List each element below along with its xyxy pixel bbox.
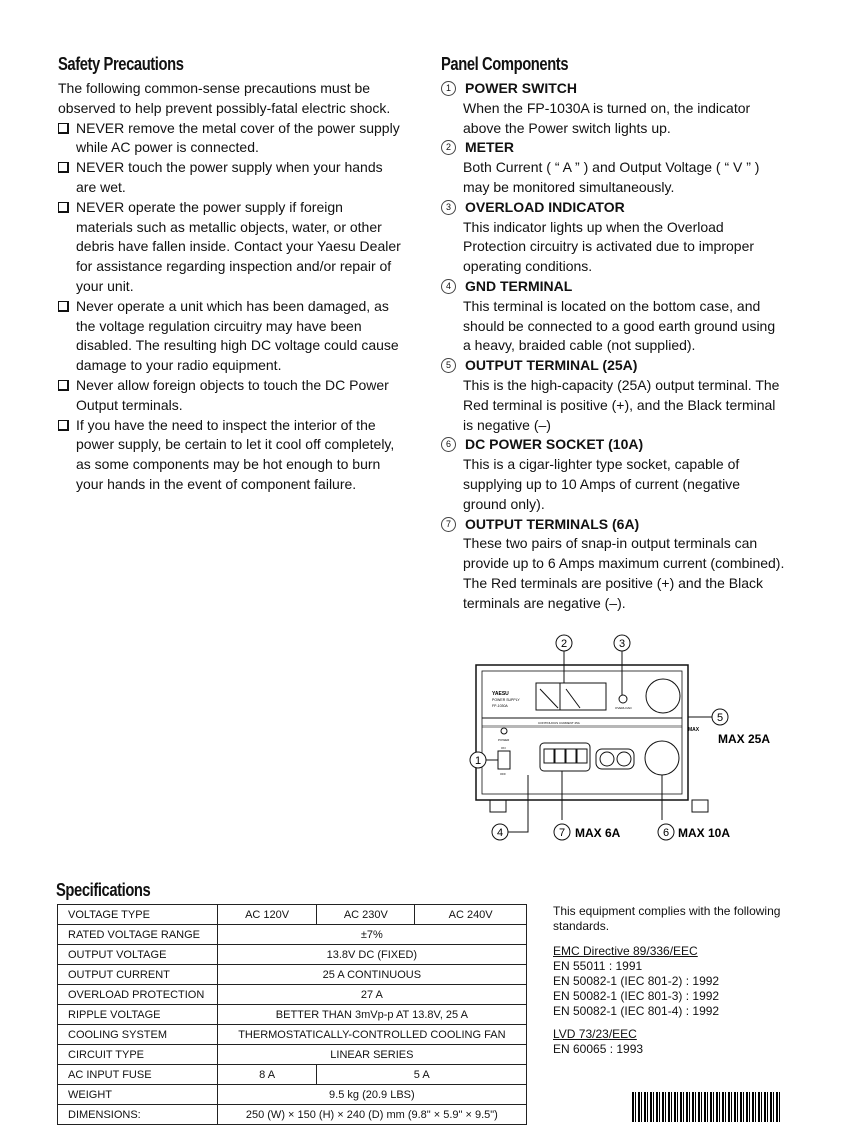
spec-value: 250 (W) × 150 (H) × 240 (D) mm (9.8" × 5.9" × 9.5") xyxy=(217,1105,526,1125)
snap-terminal xyxy=(555,749,565,763)
spec-value: 9.5 kg (20.9 LBS) xyxy=(217,1085,526,1105)
callout-number: 4 xyxy=(496,827,504,839)
spec-value: 5 A xyxy=(317,1065,527,1085)
checkbox-bullet-icon xyxy=(58,162,69,173)
spec-label: OUTPUT VOLTAGE xyxy=(58,945,218,965)
callout-line xyxy=(508,775,528,832)
table-row xyxy=(58,1085,527,1105)
binding-post-black xyxy=(617,752,631,766)
barcode-icon xyxy=(632,1092,780,1122)
table-row xyxy=(58,925,527,945)
model-label: FP-1030A xyxy=(492,704,508,708)
spec-value: 8 A xyxy=(217,1065,317,1085)
component-title: 4 GND TERMINAL xyxy=(441,277,786,297)
binding-post-block xyxy=(596,749,634,769)
safety-item: NEVER operate the power supply if foreign materials such as metallic objects, water, or other debris have fallen inside. Contact your Yaesu Dealer for assistance regarding inspection and/or repair of your unit. xyxy=(58,198,403,297)
table-row xyxy=(58,905,527,925)
off-label: OFF xyxy=(500,772,506,776)
checkbox-bullet-icon xyxy=(58,202,69,213)
checkbox-bullet-icon xyxy=(58,380,69,391)
spec-value: AC 230V xyxy=(317,905,415,925)
brand-label: YAESU xyxy=(492,691,509,697)
circled-number-icon: 1 xyxy=(441,81,456,96)
max-label: MAX xyxy=(688,727,700,733)
circled-number-icon: 3 xyxy=(441,200,456,215)
standards-section xyxy=(553,904,793,1057)
spec-value: BETTER THAN 3mVp-p AT 13.8V, 25 A xyxy=(217,1005,526,1025)
power-switch xyxy=(498,751,510,769)
table-row xyxy=(58,965,527,985)
power-indicator xyxy=(501,728,507,734)
housing-outline xyxy=(476,665,688,800)
overload-led xyxy=(619,695,627,703)
spec-label: CIRCUIT TYPE xyxy=(58,1045,218,1065)
safety-item: If you have the need to inspect the interior of the power supply, be certain to let it cool off completely, as some components may be hot enough to burn your hands in the event of component failure. xyxy=(58,416,403,495)
spec-label: VOLTAGE TYPE xyxy=(58,905,218,925)
spec-label: OUTPUT CURRENT xyxy=(58,965,218,985)
callout-number: 3 xyxy=(618,638,626,650)
callout-number: 1 xyxy=(474,755,482,767)
overload-label: OVERLOAD xyxy=(615,706,632,710)
lvd-item: EN 60065 : 1993 xyxy=(553,1042,644,1056)
emc-title: EMC Directive 89/336/EEC xyxy=(553,944,698,958)
spec-label: WEIGHT xyxy=(58,1085,218,1105)
meter-right-needle xyxy=(566,689,580,708)
front-panel-diagram xyxy=(440,625,780,845)
meter-right xyxy=(560,683,606,710)
max25-label: MAX 25A xyxy=(718,732,771,746)
snap-terminal xyxy=(566,749,576,763)
continuous-label: CONTINUOUS CURRENT 25A xyxy=(538,721,580,725)
cooling-fan-circle xyxy=(646,679,680,713)
spec-label: RIPPLE VOLTAGE xyxy=(58,1005,218,1025)
safety-item: NEVER touch the power supply when your hands are wet. xyxy=(58,158,403,198)
component-title: 1 POWER SWITCH xyxy=(441,79,786,99)
callout-number: 2 xyxy=(560,638,568,650)
spec-value: THERMOSTATICALLY-CONTROLLED COOLING FAN xyxy=(217,1025,526,1045)
component-desc: This terminal is located on the bottom case, and should be connected to a good earth ground using a heavy, braided cable (not supplied). xyxy=(463,297,776,354)
spec-label: RATED VOLTAGE RANGE xyxy=(58,925,218,945)
specs-table xyxy=(57,904,527,1125)
dc-socket xyxy=(645,741,679,775)
on-label: ON xyxy=(501,746,506,750)
component-desc: These two pairs of snap-in output terminals can provide up to 6 Amps maximum current (combined). The Red terminals are positive (+) and the Black terminals are negative (–). xyxy=(463,535,785,611)
spec-value: AC 120V xyxy=(217,905,317,925)
component-title: 7 OUTPUT TERMINALS (6A) xyxy=(441,515,786,535)
binding-post-red xyxy=(600,752,614,766)
spec-label: AC INPUT FUSE xyxy=(58,1065,218,1085)
table-row xyxy=(58,1065,527,1085)
circled-number-icon: 5 xyxy=(441,358,456,373)
safety-heading: Safety Precautions xyxy=(58,54,184,74)
spec-value: 27 A xyxy=(217,985,526,1005)
meter-left-needle xyxy=(540,689,558,708)
spec-label: DIMENSIONS: xyxy=(58,1105,218,1125)
table-row xyxy=(58,945,527,965)
label-strip xyxy=(482,725,682,728)
power-label: POWER xyxy=(498,738,510,742)
lvd-title: LVD 73/23/EEC xyxy=(553,1027,637,1041)
component-title: 5 OUTPUT TERMINAL (25A) xyxy=(441,356,786,376)
component-title: 3 OVERLOAD INDICATOR xyxy=(441,198,786,218)
emc-item: EN 50082-1 (IEC 801-2) : 1992 xyxy=(553,974,720,988)
component-desc: Both Current ( “ A ” ) and Output Voltage ( “ V ” ) may be monitored simultaneously. xyxy=(463,159,760,195)
spec-value: ±7% xyxy=(217,925,526,945)
safety-item: Never operate a unit which has been damaged, as the voltage regulation circuitry may have been disabled. The resulting high DC voltage could cause damage to your radio equipment. xyxy=(58,297,403,376)
emc-item: EN 55011 : 1991 xyxy=(553,959,643,973)
circled-number-icon: 2 xyxy=(441,140,456,155)
component-desc: When the FP-1030A is turned on, the indicator above the Power switch lights up. xyxy=(463,99,751,136)
checkbox-bullet-icon xyxy=(58,420,69,431)
component-desc: This indicator lights up when the Overload Protection circuitry is activated due to improper operating conditions. xyxy=(463,218,755,275)
brand-sub-label: POWER SUPPLY xyxy=(492,698,520,702)
circled-number-icon: 6 xyxy=(441,437,456,452)
spec-value: 25 A CONTINUOUS xyxy=(217,965,526,985)
panel-section xyxy=(441,79,786,614)
checkbox-bullet-icon xyxy=(58,123,69,134)
component-title: 6 DC POWER SOCKET (10A) xyxy=(441,435,786,455)
left-foot xyxy=(490,800,506,812)
callout-number: 5 xyxy=(716,712,724,724)
spec-label: COOLING SYSTEM xyxy=(58,1025,218,1045)
safety-item: NEVER remove the metal cover of the power supply while AC power is connected. xyxy=(58,119,403,159)
safety-intro: The following common-sense precautions must be observed to help prevent possibly-fatal electric shock. xyxy=(58,80,391,116)
right-foot xyxy=(692,800,708,812)
spec-value: LINEAR SERIES xyxy=(217,1045,526,1065)
circled-number-icon: 7 xyxy=(441,517,456,532)
snap-terminal xyxy=(577,749,587,763)
callout-number: 6 xyxy=(662,827,670,839)
component-desc: This is the high-capacity (25A) output terminal. The Red terminal is positive (+), and the Black terminal is negative (–) xyxy=(463,376,780,433)
emc-item: EN 50082-1 (IEC 801-4) : 1992 xyxy=(553,1004,720,1018)
panel-heading: Panel Components xyxy=(441,54,569,74)
table-row xyxy=(58,1005,527,1025)
standards-intro: This equipment complies with the following standards. xyxy=(553,904,781,933)
safety-item: Never allow foreign objects to touch the DC Power Output terminals. xyxy=(58,376,403,416)
max10-label: MAX 10A xyxy=(678,826,731,840)
spec-value: 13.8V DC (FIXED) xyxy=(217,945,526,965)
callout-number: 7 xyxy=(558,827,566,839)
spec-value: AC 240V xyxy=(415,905,527,925)
table-row xyxy=(58,985,527,1005)
max6-label: MAX 6A xyxy=(575,826,621,840)
emc-item: EN 50082-1 (IEC 801-3) : 1992 xyxy=(553,989,720,1003)
housing-inner xyxy=(482,671,682,794)
checkbox-bullet-icon xyxy=(58,301,69,312)
snap-terminal xyxy=(544,749,554,763)
table-row xyxy=(58,1025,527,1045)
circled-number-icon: 4 xyxy=(441,279,456,294)
table-row xyxy=(58,1045,527,1065)
specs-heading: Specifications xyxy=(56,880,151,900)
component-title: 2 METER xyxy=(441,138,786,158)
safety-section xyxy=(58,79,403,495)
spec-label: OVERLOAD PROTECTION xyxy=(58,985,218,1005)
component-desc: This is a cigar-lighter type socket, capable of supplying up to 10 Amps of current (negative ground only). xyxy=(463,456,741,512)
